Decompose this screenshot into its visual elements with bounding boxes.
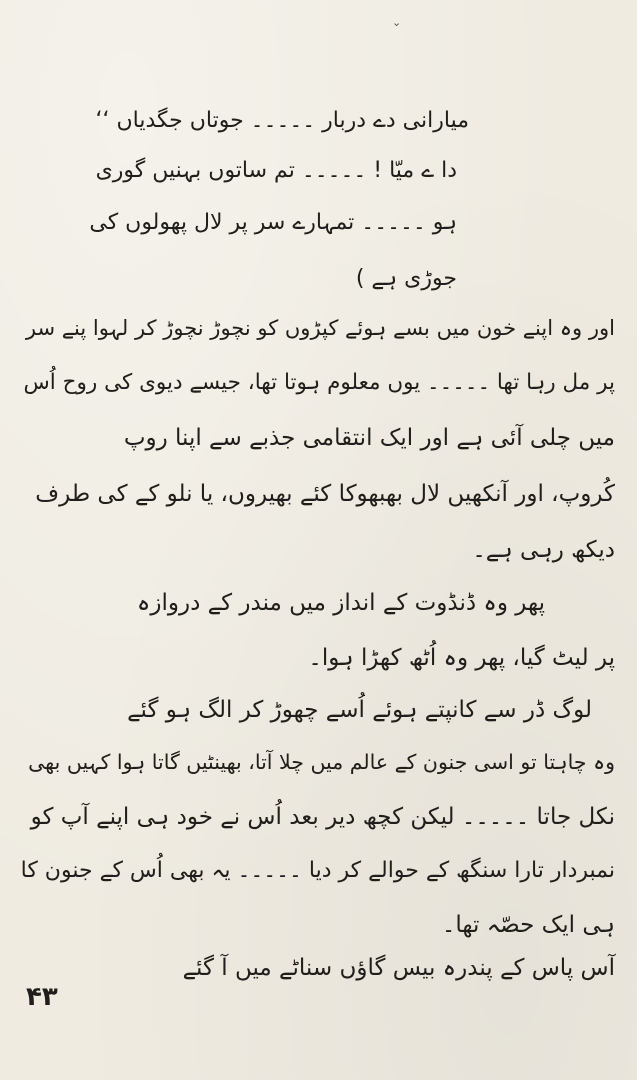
text-line-10: پھر وہ ڈنڈوت کے انداز میں مندر کے دروازہ <box>136 590 545 616</box>
text-line-1: میارانی دے دربار ۔۔۔۔۔ جوتاں جگدیاں ‘‘ <box>95 108 469 133</box>
text-line-15: نمبردار تارا سنگھ کے حوالے کر دیا ۔۔۔۔۔ یہ بھی اُس کے جنون کا <box>20 858 615 883</box>
text-line-7: میں چلی آئی ہے اور ایک انتقامی جذبے سے اپنا روپ <box>123 425 615 451</box>
text-line-4: جوڑی ہے ) <box>355 266 457 291</box>
text-line-11: پر لیٹ گیا، پھر وہ اُٹھ کھڑا ہوا۔ <box>308 645 615 671</box>
text-line-5: اور وہ اپنے خون میں بسے ہوئے کپڑوں کو نچوڑ نچوڑ کر لہوا پنے سر <box>25 316 615 340</box>
corner-mark: ⌄ <box>392 16 402 29</box>
text-line-17: آس پاس کے پندرہ بیس گاؤں سناٹے میں آ گئے <box>182 955 615 981</box>
page-number: ۴۳ <box>26 982 58 1012</box>
text-line-12: لوگ ڈر سے کانپتے ہوئے اُسے چھوڑ کر الگ ہو گئے <box>127 697 592 723</box>
text-line-3: ہو ۔۔۔۔۔ تمہارے سر پر لال پھولوں کی <box>89 210 457 235</box>
text-line-2: دا ے میّا ! ۔۔۔۔۔ تم ساتوں بہنیں گوری <box>95 158 457 183</box>
text-line-13: وہ چاہتا تو اسی جنون کے عالم میں چلا آتا، بھینٹیں گاتا ہوا کہیں بھی <box>28 750 615 774</box>
text-line-6: پر مل رہا تھا ۔۔۔۔۔ یوں معلوم ہوتا تھا، جیسے دیوی کی روح اُس <box>23 370 615 395</box>
text-line-8: کُروپ، اور آنکھیں لال بھبھوکا کئے بھیروں، یا نلو کے کی طرف <box>35 481 615 507</box>
text-line-14: نکل جاتا ۔۔۔۔۔ لیکن کچھ دیر بعد اُس نے خود ہی اپنے آپ کو <box>30 804 615 830</box>
text-line-16: ہی ایک حصّہ تھا۔ <box>441 912 615 938</box>
text-line-9: دیکھ رہی ہے۔ <box>472 537 615 563</box>
